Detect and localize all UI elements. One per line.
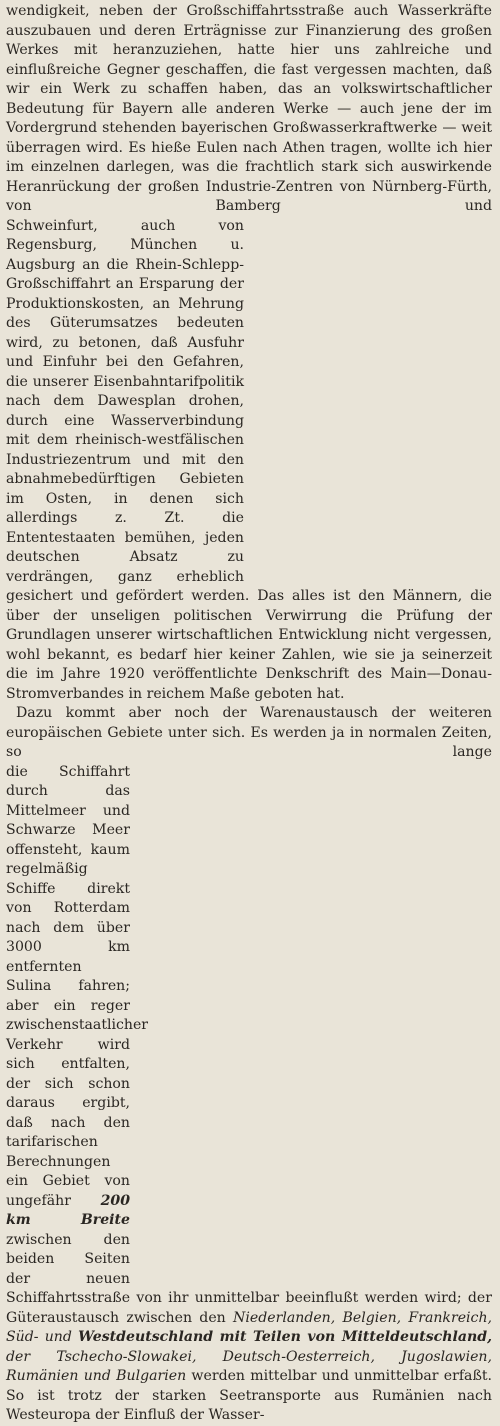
paragraph-2-column-b: zwischen den beiden Seiten der neuen [6,1231,130,1287]
emphasis-countries-1: Niederlanden, Belgien, Frankreich, Süd- und [6,1309,492,1345]
paragraph-2-end [6,1289,492,1426]
paragraph-1-end: gesichert und gefördert werden. Das alles ist den Männern, die über der unseligen politischen Verwirrung die Prüfung der Grundlagen unserer wirtschaftlichen Entwicklung nicht vergessen, wohl bekannt, es bedarf hier keiner Zahlen, wie sie ja seinerzeit die im Jahre 1920 veröffentlichte Denkschrift des Main—Donau-Stromverbandes in reichem Maße geboten hat. [6,588,492,702]
paragraph-2-column-a: die Schiffahrt durch das Mittelmeer und Schwarze Meer offensteht, kaum regelmäßig Schiffe direkt von Rotterdam nach dem über 3000 km entfernten Sulina fahren; aber ein reger zwischenstaatlicher Verkehr wird sich entfalten, der sich schon daraus ergibt, daß nach den tarifarischen Berechnungen ein Gebiet von ungefähr [6,763,149,1209]
paragraph-2-top: Dazu kommt aber noch der Warenaustausch der weiteren europäischen Gebiete unter sich. Es werden ja in normalen Zeiten, so lange [6,705,492,760]
paragraph-1-column [6,217,244,588]
emphasis-countries-3: der Tschecho-Slowakei, Deutsch-Oesterreich, Jugoslawien, [6,1348,492,1365]
paragraph-1-column-text: Schweinfurt, auch von Regensburg, München u. Augsburg an die Rhein-Schlepp-Großschiffahrt an Ersparung der Produktionskosten, an Mehrung des Güterumsatzes bedeuten wird, zu betonen, daß Ausfuhr und Einfuhr bei den Gefahren, die unserer Eisenbahntarifpolitik nach dem Dawesplan drohen, durch eine Wasserverbindung mit dem rheinisch-westfälischen Industriezentrum und mit den abnahmebedürftigen Gebieten im Osten, in denen sich allerdings z. Zt. die Ententestaaten bemühen, jeden deutschen Absatz zu verdrängen, ganz erheblich [6,217,244,585]
emphasis-countries-4: Rumänien und Bulgarien [6,1368,187,1384]
emphasis-countries-2: Westdeutschland mit Teilen von Mitteldeutschland, [78,1329,492,1345]
paragraph-1-top: wendigkeit, neben der Großschiffahrtsstraße auch Wasserkräfte auszubauen und deren Erträgnisse zur Finanzierung des großen Werkes mit heranzuziehen, hatte hier uns zahlreiche und einflußreiche Gegner geschaffen, die fast vergessen machten, daß wir ein Werk zu schaffen haben, das an volkswirtschaftlicher Bedeutung für Bayern alle anderen Werke — auch jene der im Vordergrund stehenden bayerischen Großwasserkraftwerke — weit überragen wird. Es hieße Eulen nach Athen tragen, wollte ich hier im einzelnen darlegen, was die frachtlich stark sich auswirkende Heranrückung der großen Industrie-Zentren von Nürnberg-Fürth, von Bamberg und [6,3,492,214]
paragraph-2-column [6,763,149,1290]
paragraph-2-end-a: Schiffahrtsstraße von ihr unmittelbar beeinflußt werden wird; der Güteraustausch zwischen den [6,1290,492,1326]
paragraph-2-end-b: werden mittelbar und unmittelbar erfaßt. So ist trotz der starken Seetransporte aus Rumänien nach Westeuropa der Einfluß der Wasser- [6,1368,492,1423]
paragraph-2-column-text [6,763,149,1290]
emphasis-width: 200 km Breite [6,1192,130,1228]
